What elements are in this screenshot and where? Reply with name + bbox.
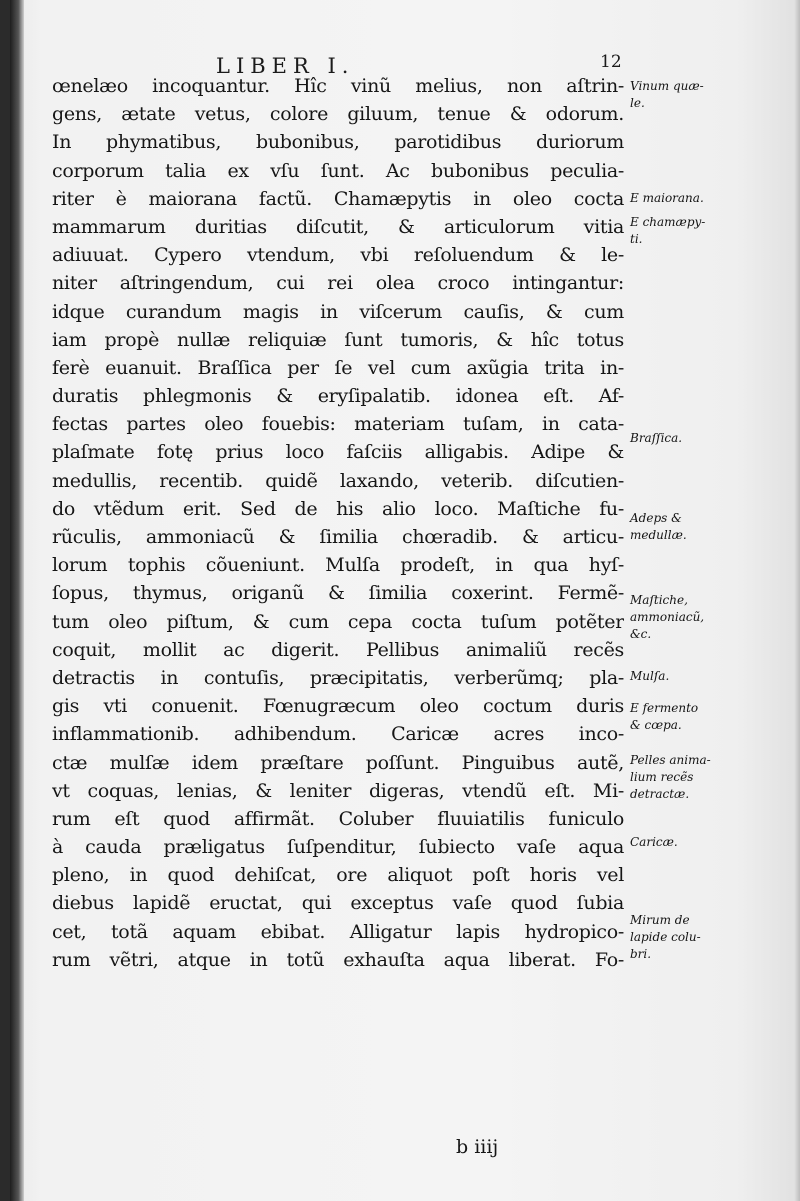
text-line: rum eſt quod affirmãt. Coluber fluuiatilis funiculo [52, 807, 624, 830]
margin-note-fermento: E fermento & cœpa. [630, 701, 699, 732]
text-line: In phymatibus, bubonibus, parotidibus duriorum [52, 131, 624, 154]
text-line: idque curandum magis in viſcerum cauſis, & cum [52, 300, 624, 323]
margin-note-adeps: Adeps & medullæ. [630, 511, 687, 542]
text-line: lorum tophis cõueniunt. Mulſa prodeſt, in qua hyſ- [52, 554, 624, 577]
margin-note-maiorana: E maiorana. [630, 191, 704, 205]
text-line: iam propè nullæ reliquiæ ſunt tumoris, & hîc totus [52, 328, 624, 351]
signature-mark: b iiij [456, 1136, 499, 1158]
text-line: ſopus, thymus, origanũ & ſimilia coxerint. Fermẽ- [52, 582, 624, 605]
text-line: riter è maiorana factũ. Chamæpytis in oleo cocta [52, 187, 624, 210]
margin-note-pelles: Pelles anima- lium recẽs detractæ. [630, 753, 711, 801]
text-line: gis vti conuenit. Fœnugræcum oleo coctum duris [52, 695, 624, 718]
page-edge [794, 0, 800, 1201]
margin-note-brassica: Braſſica. [630, 431, 683, 445]
text-line: corporum talia ex vſu ſunt. Ac bubonibus peculia- [52, 159, 624, 182]
text-line: gens, ætate vetus, colore giluum, tenue & odorum. [52, 103, 624, 126]
margin-note-caricae: Caricæ. [630, 835, 678, 849]
text-line: coquit, mollit ac digerit. Pellibus animaliũ recẽs [52, 638, 624, 661]
text-line: inflammationib. adhibendum. Caricæ acres inco- [52, 723, 624, 746]
text-line: ferè euanuit. Braſſica per ſe vel cum axũgia trita in- [52, 356, 624, 379]
text-line: cet, totã aquam ebibat. Alligatur lapis hydropico- [52, 920, 624, 943]
text-line: niter aſtringendum, cui rei olea croco intingantur: [52, 272, 624, 295]
text-line: plaſmate fotę prius loco faſciis alligabis. Adipe & [52, 441, 624, 464]
text-line: detractis in contuſis, præcipitatis, verberũmq; pla- [52, 666, 624, 689]
text-line: tum oleo piſtum, & cum cepa cocta tuſum potẽter [52, 610, 624, 633]
text-line: œnelæo incoquantur. Hîc vinũ melius, non aſtrin- [52, 75, 624, 97]
body-text [52, 72, 624, 974]
text-line: adiuuat. Cypero vtendum, vbi reſoluendum & le- [52, 244, 624, 267]
text-line: do vtẽdum erit. Sed de his alio loco. Maſtiche fu- [52, 497, 624, 520]
text-line: vt coquas, lenias, & leniter digeras, vtendũ eſt. Mi- [52, 779, 624, 802]
margin-note-vinum: Vinum quæ- le. [630, 79, 704, 110]
gutter-shadow [10, 0, 24, 1201]
text-line: diebus lapidẽ eructat, qui exceptus vaſe quod ſubia [52, 892, 624, 915]
text-line: rũculis, ammoniacũ & ſimilia chœradib. & articu- [52, 526, 624, 548]
margin-note-mastiche: Maſtiche, ammoniacũ, &c. [630, 593, 705, 641]
margin-note-mirum: Mirum de lapide colu- bri. [630, 913, 701, 961]
folio-number: 12 [600, 52, 622, 72]
text-line: medullis, recentib. quidẽ laxando, veterib. diſcutien- [52, 469, 624, 492]
text-line: à cauda præligatus ſuſpenditur, ſubiecto vaſe aqua [52, 836, 624, 859]
text-line: duratis phlegmonis & eryſipalatib. idonea eſt. Af- [52, 385, 624, 408]
text-line: mammarum duritias diſcutit, & articulorum vitia [52, 215, 624, 238]
book-page [10, 0, 800, 1201]
text-line: pleno, in quod dehiſcat, ore aliquot poſt horis vel [52, 864, 624, 887]
text-line: fectas partes oleo fouebis: materiam tuſam, in cata- [52, 413, 624, 436]
text-line: ctæ mulſæ idem præſtare poſſunt. Pinguibus autẽ, [52, 751, 624, 774]
margin-note-mulsa: Mulſa. [630, 669, 670, 683]
margin-note-chamaepyti: E chamæpy- ti. [630, 215, 706, 246]
text-line: rum vẽtri, atque in totũ exhauſta aqua liberat. Fo- [52, 948, 624, 971]
running-title: LIBER I. [216, 54, 355, 78]
